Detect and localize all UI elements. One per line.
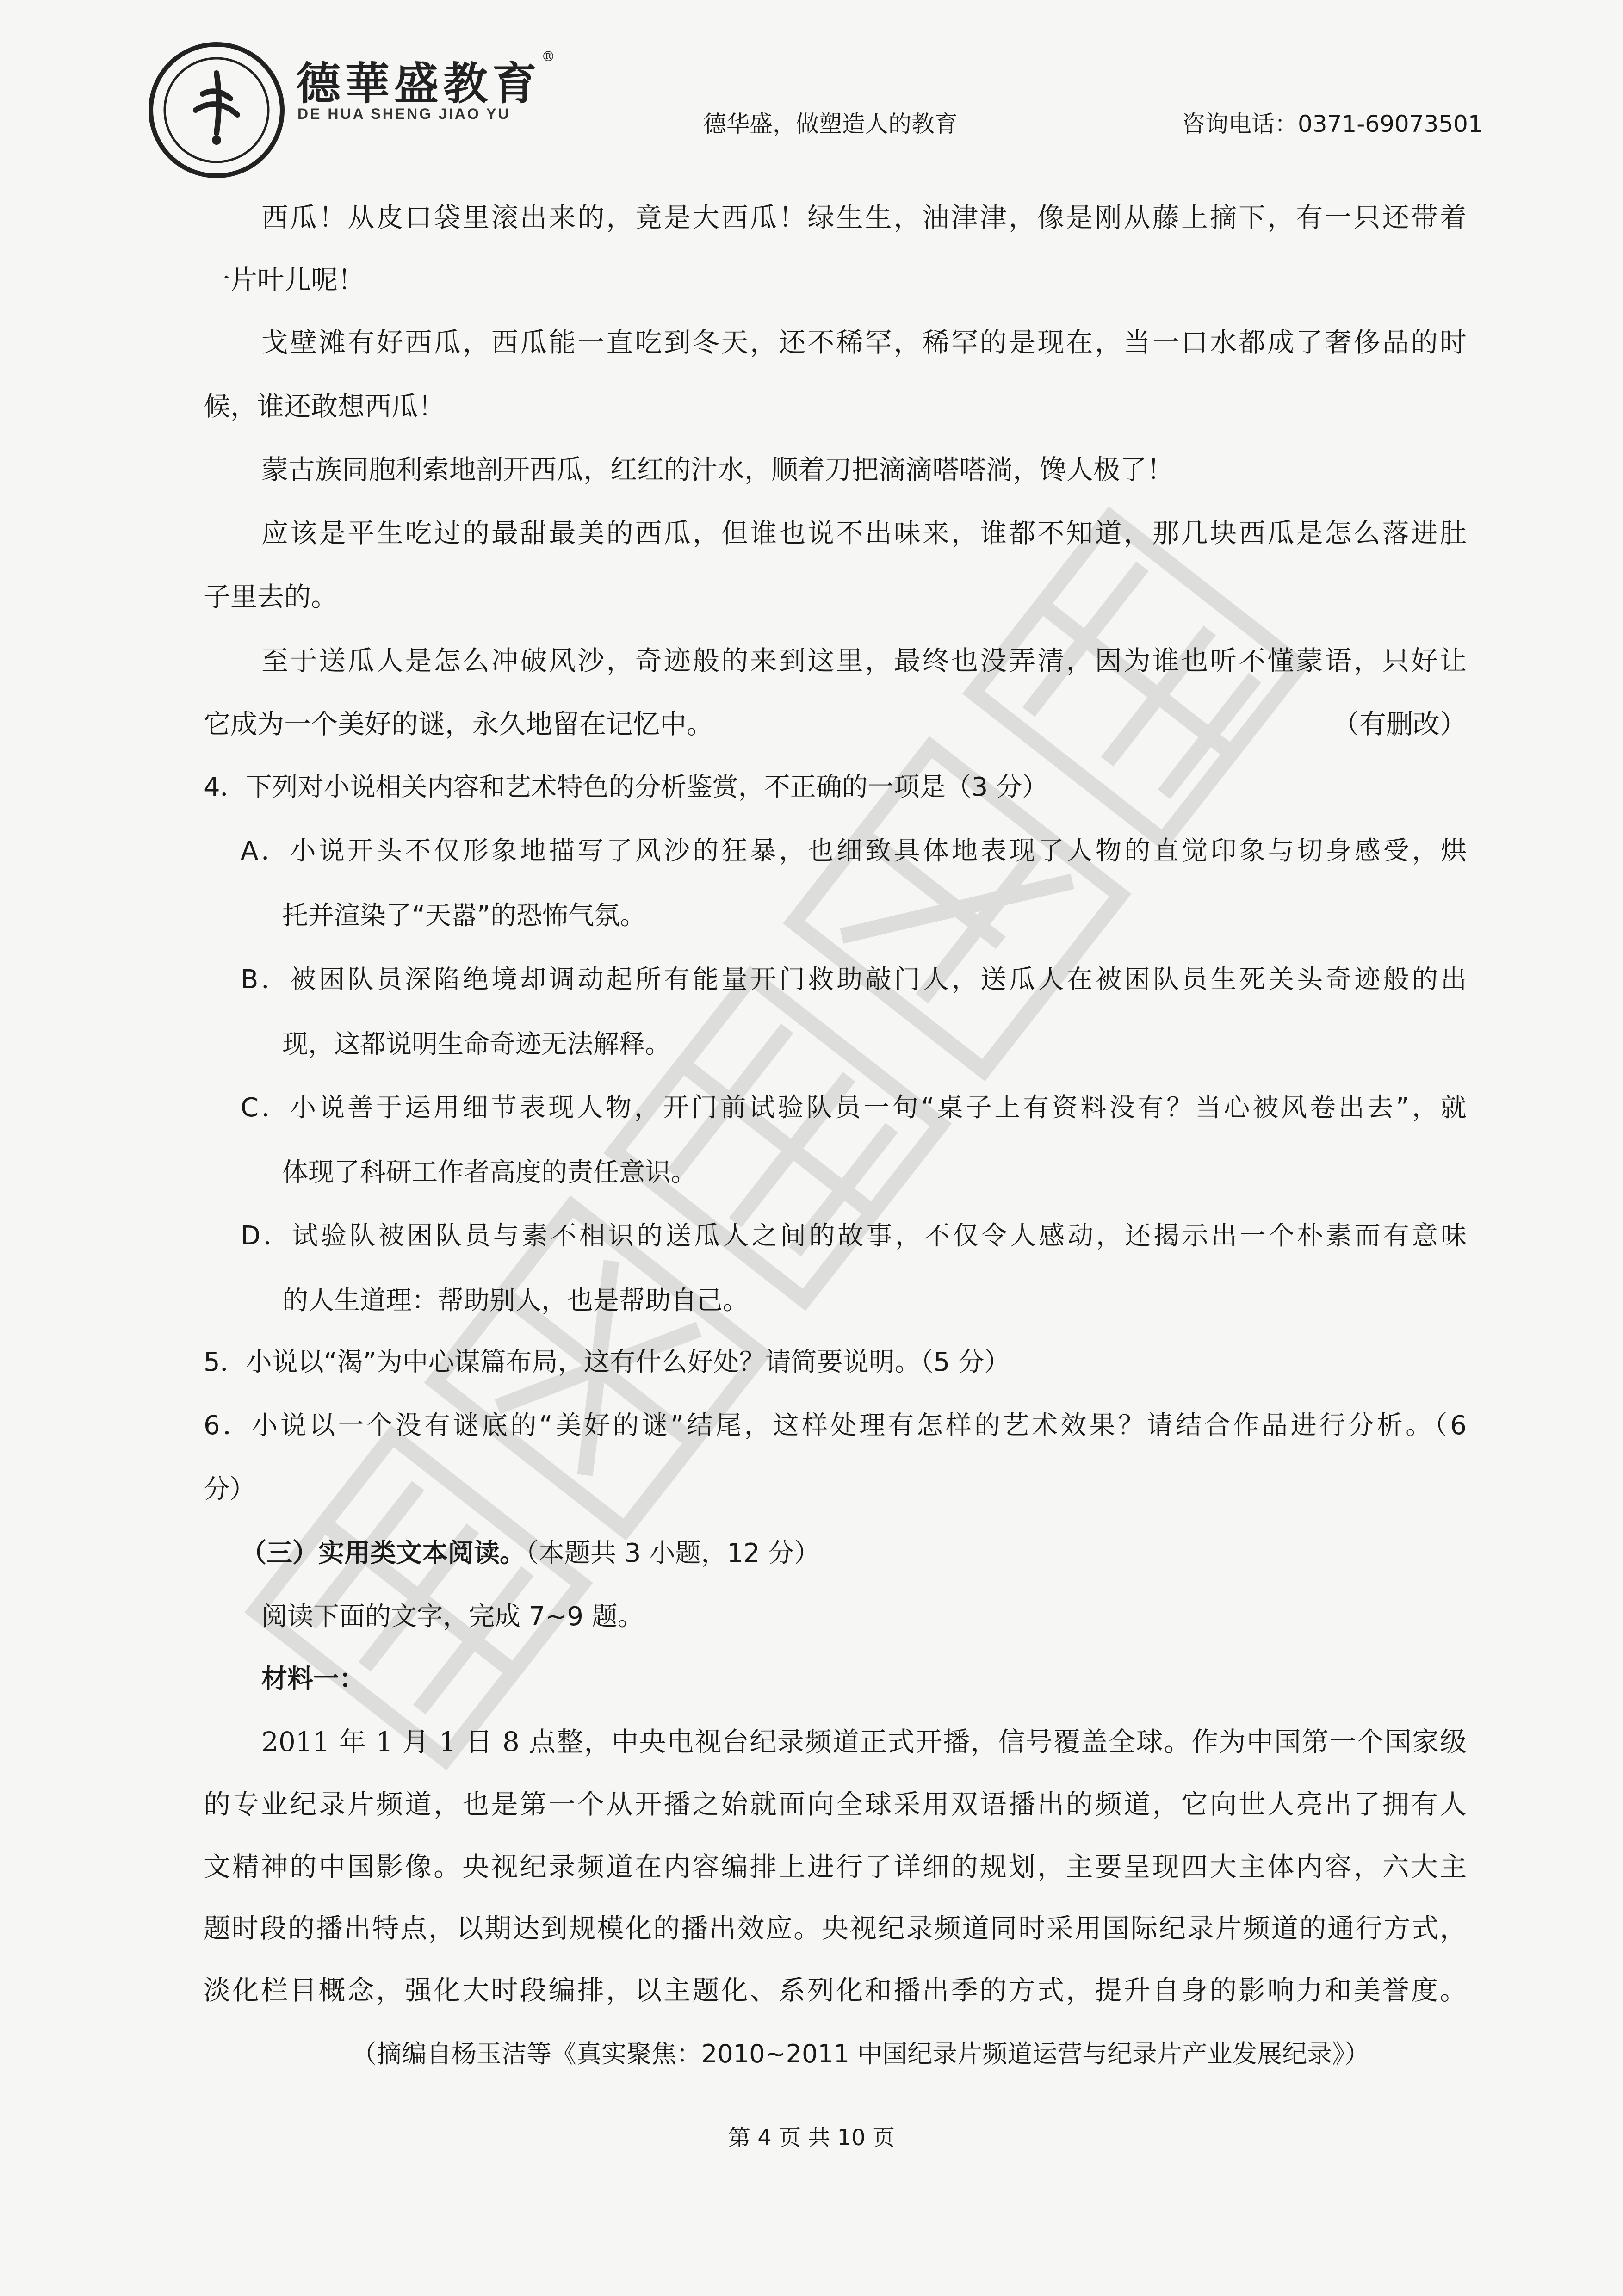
material-line: 文精神的中国影像。央视纪录频道在内容编排上进行了详细的规划，主要呈现四大主体内容，六大主 [204, 1851, 1467, 1882]
option-a-cont: 托并渲染了“天嚣”的恐怖气氛。 [282, 901, 646, 931]
question-6-cont: 分） [204, 1474, 255, 1504]
material-1-source: （摘编自杨玉洁等《真实聚焦：2010~2011 中国纪录片频道运营与纪录片产业发展纪录》） [352, 2039, 1370, 2068]
material-line: 题时段的播出特点，以期达到规模化的播出效应。央视纪录频道同时采用国际纪录片频道的通行方式， [204, 1912, 1467, 1944]
brand-logo-icon [147, 41, 286, 179]
section-3-instruction: 阅读下面的文字，完成 7~9 题。 [261, 1602, 644, 1632]
header-slogan: 德华盛，做塑造人的教育 [703, 111, 958, 137]
option-b: B．被困队员深陷绝境却调动起所有能量开门救助敲门人，送瓜人在被困队员生死关头奇迹般的出 [241, 965, 1467, 995]
option-b-cont: 现，这都说明生命奇迹无法解释。 [282, 1029, 671, 1059]
registered-mark-icon: ® [541, 49, 560, 65]
brand-name-en: DE HUA SHENG JIAO YU [297, 105, 511, 122]
brand-name-cn-text: 德華盛教育 [296, 57, 541, 110]
option-c-cont: 体现了科研工作者高度的责任意识。 [282, 1157, 697, 1188]
section-3-title: （三）实用类文本阅读。 [241, 1538, 526, 1568]
story-line: 子里去的。 [204, 581, 338, 613]
header-phone: 咨询电话：0371-69073501 [1182, 111, 1483, 137]
question-5: 5．小说以“渴”为中心谋篇布局，这有什么好处？请简要说明。（5 分） [204, 1347, 1010, 1377]
story-line: 一片叶儿呢！ [204, 264, 365, 296]
material-line: 2011 年 1 月 1 日 8 点整，中央电视台纪录频道正式开播，信号覆盖全球。作为中国第一个国家级 [261, 1726, 1467, 1758]
material-1-label: 材料一： [261, 1664, 365, 1694]
story-line: 候，谁还敢想西瓜！ [204, 390, 446, 422]
story-line: 西瓜！从皮口袋里滚出来的，竟是大西瓜！绿生生，油津津，像是刚从藤上摘下，有一只还带着 [261, 202, 1467, 233]
option-a: A．小说开头不仅形象地描写了风沙的狂暴，也细致具体地表现了人物的直觉印象与切身感受，烘 [241, 836, 1467, 866]
material-line: 的专业纪录片频道，也是第一个从开播之始就面向全球采用双语播出的频道，它向世人亮出了拥有人 [204, 1789, 1467, 1820]
brand-name-cn [296, 49, 560, 112]
section-3-title-rest: （本题共 3 小题，12 分） [526, 1538, 820, 1568]
story-line [204, 706, 1467, 743]
page-number: 第 4 页 共 10 页 [728, 2125, 895, 2151]
story-line: 蒙古族同胞利索地剖开西瓜，红红的汁水，顺着刀把滴滴嗒嗒淌，馋人极了！ [261, 454, 1174, 485]
story-line-text: 它成为一个美好的谜，永久地留在记忆中。 [204, 708, 714, 740]
question-4-stem: 4．下列对小说相关内容和艺术特色的分析鉴赏，不正确的一项是（3 分） [204, 772, 1048, 802]
option-c: C．小说善于运用细节表现人物，开门前试验队员一句“桌子上有资料没有？当心被风卷出去”，就 [241, 1093, 1467, 1123]
section-3-heading [241, 1535, 1467, 1572]
abridged-note: （有删改） [1332, 708, 1467, 740]
material-line: 淡化栏目概念，强化大时段编排，以主题化、系列化和播出季的方式，提升自身的影响力和美誉度。 [204, 1974, 1467, 2006]
story-line: 至于送瓜人是怎么冲破风沙，奇迹般的来到这里，最终也没弄清，因为谁也听不懂蒙语，只好让 [261, 645, 1467, 676]
option-d: D．试验队被困队员与素不相识的送瓜人之间的故事，不仅令人感动，还揭示出一个朴素而有意味 [241, 1221, 1467, 1251]
question-6: 6．小说以一个没有谜底的“美好的谜”结尾，这样处理有怎样的艺术效果？请结合作品进行分析。（6 [204, 1411, 1467, 1441]
story-line: 戈壁滩有好西瓜，西瓜能一直吃到冬天，还不稀罕，稀罕的是现在，当一口水都成了奢侈品的时 [261, 327, 1467, 358]
story-line: 应该是平生吃过的最甜最美的西瓜，但谁也说不出味来，谁都不知道，那几块西瓜是怎么落进肚 [261, 517, 1467, 549]
option-d-cont: 的人生道理：帮助别人，也是帮助自己。 [282, 1286, 749, 1316]
